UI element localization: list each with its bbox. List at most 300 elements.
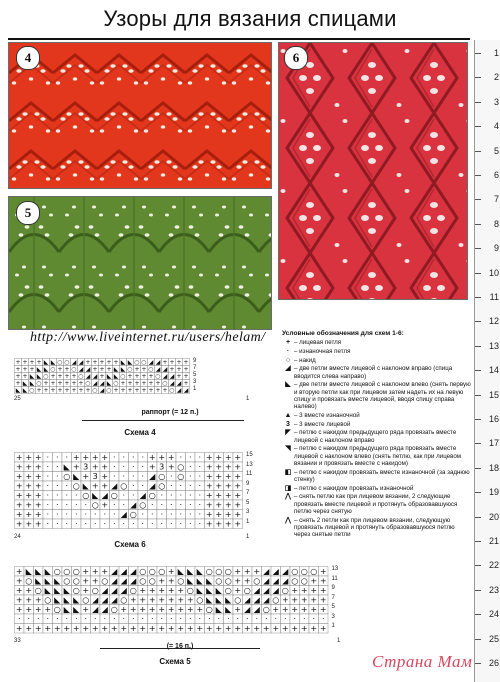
stitch-symbol: + (36, 386, 42, 394)
photo-label-6: 6 (284, 46, 308, 70)
stitch-symbol: + (234, 490, 242, 500)
stitch-symbol: + (99, 365, 105, 373)
stitch-symbol: · (293, 614, 297, 624)
ruler-tick (475, 419, 481, 420)
stitch-symbol: + (205, 500, 213, 510)
stitch-symbol: + (186, 604, 194, 614)
photo-pattern-6 (278, 42, 468, 300)
stitch-symbol: + (44, 623, 52, 633)
stitch-symbol: ○ (63, 566, 71, 576)
stitch-symbol: + (183, 365, 189, 373)
ruler-number: 26 (488, 658, 499, 668)
side-ruler (474, 40, 500, 682)
ruler-number: 25 (488, 633, 499, 644)
stitch-symbol: ◣ (177, 566, 184, 576)
legend-text: – петлю с накидом провязать изнаночной (294, 484, 414, 492)
stitch-symbol: ◢ (155, 365, 161, 373)
stitch-symbol: ○ (300, 576, 308, 586)
stitch-symbol: ◢ (120, 566, 127, 576)
stitch-symbol: ◣ (215, 604, 222, 614)
scheme-4-rapport-line (82, 420, 244, 421)
stitch-symbol: + (120, 604, 128, 614)
legend-item (282, 365, 472, 380)
ruler-number: 18 (488, 462, 499, 473)
stitch-symbol: · (65, 614, 69, 624)
stitch-symbol: ○ (205, 604, 213, 614)
stitch-symbol: + (234, 471, 242, 481)
row-number: 7 (193, 365, 197, 371)
stitch-symbol: + (25, 490, 33, 500)
ruler-tick (475, 639, 481, 640)
scheme-5-rapport: (= 16 п.) (166, 643, 194, 650)
legend-text: – 3 вместе изнаночной (294, 412, 360, 419)
ruler-number: 7 (493, 194, 499, 205)
lace-texture-6 (279, 43, 467, 299)
stitch-symbol: ◣ (120, 365, 126, 373)
stitch-symbol: + (101, 471, 109, 481)
stitch-symbol: ○ (162, 379, 168, 387)
stitch-symbol: ◣ (43, 365, 49, 373)
stitch-symbol: + (234, 500, 242, 510)
stitch-symbol: + (215, 519, 223, 529)
stitch-symbol: ◢ (92, 595, 99, 605)
scheme-5-title: Схема 5 (159, 657, 191, 666)
stitch-symbol: ○ (177, 576, 185, 586)
stitch-symbol: ◢ (253, 585, 260, 595)
stitch-symbol: + (34, 519, 42, 529)
watermark-logo: Страна Мам (372, 652, 473, 671)
stitch-symbol: · (103, 614, 107, 624)
legend-item (282, 421, 472, 428)
stitch-symbol: · (131, 481, 135, 491)
stitch-symbol: + (262, 623, 270, 633)
stitch-symbol: + (224, 462, 232, 472)
stitch-symbol: + (43, 379, 49, 387)
stitch-symbol: ○ (281, 585, 289, 595)
stitch-symbol: ◣ (225, 595, 232, 605)
scheme-6-svg (14, 452, 243, 529)
stitch-symbol: ○ (72, 576, 80, 586)
stitch-symbol: + (34, 623, 42, 633)
stitch-symbol: ◢ (272, 566, 279, 576)
stitch-symbol: ◣ (215, 595, 222, 605)
stitch-symbol: · (46, 490, 50, 500)
stitch-symbol: · (179, 452, 183, 462)
stitch-symbol: + (169, 365, 175, 373)
stitch-symbol: + (205, 471, 213, 481)
stitch-symbol: + (82, 471, 90, 481)
stitch-symbol: ◢ (176, 386, 182, 394)
stitch-symbol: ○ (72, 585, 80, 595)
stitch-symbol: · (112, 500, 116, 510)
stitch-symbol: + (25, 500, 33, 510)
stitch-symbol: ○ (50, 365, 56, 373)
stitch-symbol: + (215, 471, 223, 481)
legend-item (282, 469, 472, 484)
stitch-symbol: + (82, 452, 90, 462)
stitch-symbol: + (310, 585, 318, 595)
stitch-symbol: + (205, 519, 213, 529)
stitch-symbol: · (46, 500, 50, 510)
stitch-symbol: + (50, 386, 56, 394)
stitch-symbol: ○ (158, 471, 166, 481)
stitch-symbol: ◢ (99, 386, 105, 394)
stitch-symbol: · (46, 519, 50, 529)
stitch-symbol: + (15, 358, 21, 366)
stitch-symbol: + (291, 585, 299, 595)
stitch-symbol: ○ (196, 595, 204, 605)
stitch-symbol: ◣ (44, 576, 51, 586)
stitch-symbol: · (65, 490, 69, 500)
stitch-symbol: + (34, 471, 42, 481)
stitch-symbol: · (65, 509, 69, 519)
stitch-symbol: · (84, 509, 88, 519)
row-number: 3 (246, 509, 250, 515)
ruler-tick (475, 102, 481, 103)
stitch-symbol: ◣ (73, 604, 80, 614)
ruler-tick (475, 370, 481, 371)
stitch-symbol: + (224, 500, 232, 510)
stitch-symbol: · (131, 490, 135, 500)
stitch-symbol: + (15, 500, 23, 510)
stitch-symbol: · (141, 519, 145, 529)
stitch-symbol: ◢ (130, 576, 137, 586)
row-number: 5 (193, 372, 197, 378)
stitch-symbol: + (224, 509, 232, 519)
stitch-symbol: ○ (120, 481, 128, 491)
stitch-symbol: ○ (224, 566, 232, 576)
stitch-symbol: + (15, 585, 23, 595)
stitch-symbol: · (55, 462, 59, 472)
row-number: 1 (246, 518, 250, 525)
legend-text: – снять 2 петли как при лицевом вязании, следующую провязать лицевой и протянуть образовавшуюся петлю через снятые петли (294, 516, 455, 539)
stitch-symbol: + (101, 481, 109, 491)
stitch-symbol: ◢ (120, 585, 127, 595)
stitch-symbol: + (234, 509, 242, 519)
stitch-symbol: · (84, 614, 88, 624)
stitch-symbol: + (215, 481, 223, 491)
stitch-symbol: ○ (120, 372, 126, 380)
stitch-symbol: · (226, 614, 230, 624)
scheme-5-grid (14, 566, 329, 634)
lace-texture-4 (9, 43, 271, 188)
stitch-symbol: · (122, 519, 126, 529)
ruler-tick (475, 492, 481, 493)
stitch-symbol: + (234, 585, 242, 595)
stitch-symbol: ◣ (50, 358, 56, 366)
stitch-symbol: ◢ (99, 379, 105, 387)
stitch-symbol: + (177, 623, 185, 633)
stitch-symbol: ○ (129, 585, 137, 595)
stitch-symbol: ◢ (282, 576, 289, 586)
stitch-symbol: ◣ (127, 358, 133, 366)
stitch-symbol: ◢ (272, 585, 279, 595)
stitch-symbol: + (158, 604, 166, 614)
source-url[interactable]: http://www.liveinternet.ru/users/helam/ (30, 330, 266, 345)
stitch-symbol: + (205, 490, 213, 500)
stitch-symbol: + (101, 462, 109, 472)
stitch-symbol: · (188, 462, 192, 472)
ruler-tick (475, 248, 481, 249)
ruler-number: 23 (488, 584, 499, 595)
stitch-symbol: + (25, 623, 33, 633)
legend-symbol: ◨ (284, 484, 292, 492)
stitch-symbol: + (234, 452, 242, 462)
stitch-symbol: ○ (92, 386, 98, 394)
page-title: Узоры для вязания спицами (103, 6, 397, 31)
stitch-symbol: · (160, 509, 164, 519)
stitch-symbol: + (272, 623, 280, 633)
scheme-6-grid (14, 452, 243, 529)
legend-symbol: ◥ (285, 445, 291, 453)
stitch-symbol: + (25, 604, 33, 614)
stitch-symbol: + (15, 379, 21, 387)
stitch-symbol: ○ (129, 509, 137, 519)
stitch-symbol: ◢ (92, 372, 98, 380)
stitch-symbol: ○ (29, 386, 35, 394)
stitch-symbol: + (148, 386, 154, 394)
stitch-symbol: · (112, 462, 116, 472)
photo-label-5: 5 (16, 201, 40, 225)
stitch-symbol: · (46, 481, 50, 491)
stitch-symbol: + (148, 595, 156, 605)
stitch-symbol: · (93, 519, 97, 529)
stitch-symbol: + (91, 452, 99, 462)
stitch-symbol: ○ (71, 365, 77, 373)
stitch-symbol: + (205, 509, 213, 519)
stitch-symbol: ◣ (196, 566, 203, 576)
stitch-symbol: ○ (148, 576, 156, 586)
stitch-symbol: + (34, 462, 42, 472)
stitch-symbol: + (148, 379, 154, 387)
legend-text: – две петли вместе лицевой с наклоном влево (снять первую и вторую петли как при лицевом затем надеть их на левую спицу и провязать вместе лицевой, вводя спицу справа налево) (294, 381, 471, 411)
ruler-tick (475, 53, 481, 54)
stitch-symbol: ◣ (29, 379, 35, 387)
stitch-symbol: ◣ (54, 585, 61, 595)
stitch-symbol: + (129, 623, 137, 633)
stitch-symbol: · (179, 481, 183, 491)
stitch-symbol: + (82, 585, 90, 595)
ruler-number: 12 (488, 316, 499, 327)
stitch-symbol: · (188, 614, 192, 624)
stitch-symbol: + (15, 576, 23, 586)
stitch-symbol: ◢ (253, 604, 260, 614)
stitch-symbol: + (25, 585, 33, 595)
stitch-symbol: ○ (186, 585, 194, 595)
stitch-symbol: + (234, 462, 242, 472)
row-number: 13 (246, 461, 253, 468)
legend-symbol: + (285, 339, 291, 347)
stitch-symbol: + (15, 452, 23, 462)
legend-item (282, 339, 472, 346)
stitch-symbol: · (198, 481, 202, 491)
stitch-symbol: + (64, 372, 70, 380)
stitch-symbol: + (234, 566, 242, 576)
stitch-symbol: + (183, 358, 189, 366)
stitch-symbol: · (131, 462, 135, 472)
row-number: 7 (331, 594, 335, 601)
stitch-symbol: ○ (139, 576, 147, 586)
stitch-symbol: + (82, 623, 90, 633)
stitch-symbol: ◢ (120, 576, 127, 586)
row-number: 3 (193, 379, 197, 385)
stitch-symbol: · (17, 614, 21, 624)
stitch-symbol: + (319, 576, 327, 586)
stitch-symbol: ○ (106, 386, 112, 394)
legend-text: – снять петлю как при лицевом вязании, 2 следующие провязать вместе лицевой и протянуть образовавшуюся петлю через снятую (294, 493, 458, 515)
stitch-symbol: ◢ (71, 358, 77, 366)
stitch-symbol: ◢ (263, 566, 270, 576)
stitch-symbol: ◣ (215, 585, 222, 595)
stitch-symbol: · (55, 481, 59, 491)
stitch-symbol: ◣ (187, 566, 194, 576)
stitch-symbol: · (103, 509, 107, 519)
stitch-symbol: + (158, 452, 166, 462)
stitch-symbol: · (169, 471, 173, 481)
stitch-symbol: + (85, 358, 91, 366)
stitch-symbol: + (34, 481, 42, 491)
stitch-symbol: + (253, 623, 261, 633)
photo-pattern-5 (8, 196, 272, 330)
stitch-symbol: + (22, 372, 28, 380)
row-number: 13 (331, 566, 339, 572)
stitch-symbol: ◣ (63, 604, 70, 614)
stitch-symbol: + (78, 379, 84, 387)
ruler-number: 24 (488, 609, 499, 620)
legend-symbol: · (286, 348, 290, 355)
stitch-symbol: · (65, 452, 69, 462)
stitch-symbol: ○ (215, 576, 223, 586)
row-number: 9 (193, 358, 197, 364)
stitch-symbol: + (148, 623, 156, 633)
legend-text: – петлю с накидом провязать вместе изнаночной (за заднюю стенку) (294, 468, 470, 483)
stitch-symbol: + (139, 585, 147, 595)
stitch-symbol: ◣ (106, 372, 112, 380)
stitch-symbol: ◢ (244, 595, 251, 605)
stitch-symbol: + (319, 595, 327, 605)
stitch-symbol: + (50, 372, 56, 380)
stitch-symbol: ◢ (85, 372, 91, 380)
stitch-symbol: + (155, 379, 161, 387)
ruler-tick (475, 199, 481, 200)
stitch-symbol: + (176, 365, 182, 373)
stitch-symbol: ◢ (101, 585, 108, 595)
stitch-symbol: ◢ (120, 509, 127, 519)
stitch-symbol: + (310, 576, 318, 586)
row-number: 1 (331, 623, 335, 629)
stitch-symbol: + (148, 452, 156, 462)
stitch-symbol: · (131, 614, 135, 624)
stitch-symbol: + (167, 604, 175, 614)
stitch-symbol: · (160, 614, 164, 624)
stitch-symbol: ○ (53, 566, 61, 576)
stitch-symbol: ○ (148, 490, 156, 500)
stitch-symbol: ○ (155, 372, 161, 380)
stitch-symbol: · (150, 509, 154, 519)
stitch-symbol: ○ (63, 576, 71, 586)
stitch-symbol: + (71, 379, 77, 387)
stitch-symbol: ○ (272, 595, 280, 605)
stitch-symbol: ◢ (101, 490, 108, 500)
stitch-symbol: + (300, 623, 308, 633)
stitch-symbol: + (57, 386, 63, 394)
stitch-symbol: ○ (91, 500, 99, 510)
row-number: 5 (331, 604, 335, 610)
stitch-symbol: + (25, 452, 33, 462)
stitch-symbol: + (215, 490, 223, 500)
ruler-tick (475, 224, 481, 225)
stitch-symbol: ◣ (63, 595, 70, 605)
stitch-symbol: + (91, 566, 99, 576)
stitch-symbol: · (84, 519, 88, 529)
stitch-symbol: ◢ (78, 358, 84, 366)
stitch-symbol: · (112, 519, 116, 529)
stitch-symbol: ◣ (106, 379, 112, 387)
stitch-symbol: + (72, 462, 80, 472)
stitch-symbol: ○ (262, 604, 270, 614)
title-divider (8, 38, 470, 40)
ruler-tick (475, 273, 481, 274)
ruler-number: 5 (493, 145, 499, 156)
stitch-symbol: · (198, 462, 202, 472)
ruler-number: 2 (493, 72, 499, 83)
stitch-symbol: ○ (158, 481, 166, 491)
stitch-symbol: + (310, 623, 318, 633)
stitch-symbol: + (25, 481, 33, 491)
stitch-symbol: · (112, 452, 116, 462)
stitch-symbol: + (148, 604, 156, 614)
photo-pattern-4 (8, 42, 272, 189)
stitch-symbol: + (176, 358, 182, 366)
scheme-4-title: Схема 4 (124, 428, 156, 437)
stitch-symbol: + (234, 576, 242, 586)
stitch-symbol: + (29, 365, 35, 373)
stitch-symbol: + (25, 471, 33, 481)
row-number: 1 (193, 386, 197, 392)
ruler-number: 19 (488, 487, 499, 498)
stitch-symbol: · (122, 452, 126, 462)
stitch-symbol: + (101, 500, 109, 510)
legend-symbol: ◤ (285, 429, 291, 437)
stitch-symbol: ○ (141, 358, 147, 366)
photo-label-4: 4 (16, 46, 40, 70)
stitch-symbol: ○ (148, 365, 154, 373)
stitch-symbol: + (215, 500, 223, 510)
stitch-symbol: + (44, 604, 52, 614)
stitch-symbol: + (281, 623, 289, 633)
stitch-symbol: · (112, 471, 116, 481)
stitch-symbol: ◣ (120, 358, 126, 366)
stitch-symbol: ◣ (63, 462, 70, 472)
stitch-symbol: · (55, 519, 59, 529)
legend-symbol: ⋀ (285, 516, 291, 524)
stitch-symbol: + (310, 595, 318, 605)
ruler-tick (475, 175, 481, 176)
legend-item (282, 412, 472, 419)
stitch-symbol: ◣ (113, 372, 119, 380)
stitch-symbol: · (188, 481, 192, 491)
stitch-symbol: + (158, 576, 166, 586)
stitch-symbol: · (131, 452, 135, 462)
stitch-symbol: · (321, 614, 325, 624)
stitch-symbol: · (188, 500, 192, 510)
stitch-symbol: · (198, 614, 202, 624)
stitch-symbol: · (141, 481, 145, 491)
stitch-symbol: + (169, 358, 175, 366)
stitch-symbol: + (253, 566, 261, 576)
stitch-symbol: + (224, 519, 232, 529)
stitch-symbol: ◢ (101, 604, 108, 614)
